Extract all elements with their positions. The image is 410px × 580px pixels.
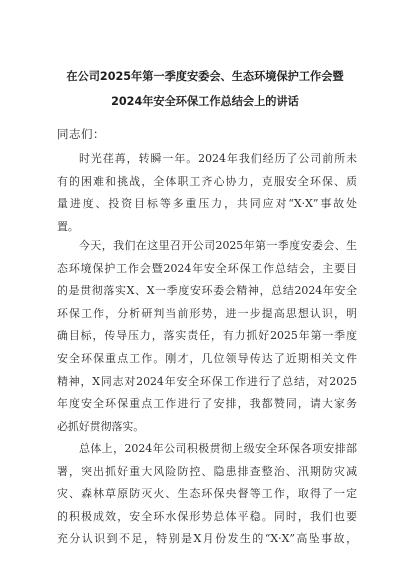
- paragraph-line: 年度安全环保重点工作进行了安排，我都赞同，请大家务: [57, 397, 357, 411]
- paragraph-1: [57, 148, 357, 238]
- paragraph-line: 确目标，传导压力，落实责任，有力抓好2025年第一季度: [57, 329, 357, 343]
- paragraph-line: 精神，X同志对2024年安全环保工作进行了总结，对2025: [57, 374, 357, 388]
- paragraph-line: 总体上，2024年公司积极贯彻上级安全环保各项安排部: [79, 442, 357, 455]
- paragraph-line: 今天，我们在这里召开公司2025年第一季度安委会、生: [79, 239, 357, 252]
- document-title-line-1: 在公司2025年第一季度安委会、生态环境保护工作会暨: [66, 70, 344, 83]
- paragraph-line: 态环境保护工作会暨2024年安全环保工作总结会，主要目: [57, 261, 357, 275]
- paragraph-line: 灾、森林草原防灭火、生态环保央督等工作，取得了一定: [57, 487, 357, 501]
- paragraph-line: 署，突出抓好重大风险防控、隐患排查整治、汛期防灾减: [57, 464, 357, 478]
- document-title-line-2: 2024年安全环保工作总结会上的讲话: [111, 95, 299, 108]
- paragraph-3: [57, 438, 357, 551]
- paragraph-line: 的积极成效，安全环水保形势总体平稳。同时，我们也要: [57, 509, 357, 523]
- paragraph-line: 量进度、投资目标等多重压力，共同应对“X·X”事故处: [57, 197, 357, 211]
- paragraph-line: 安全环保重点工作。刚才，几位领导传达了近期相关文件: [57, 351, 357, 365]
- paragraph-line: 时光荏苒，转瞬一年。2024年我们经历了公司前所未: [79, 152, 357, 165]
- paragraph-line: 有的困难和挑战，全体职工齐心协力，克服安全环保、质: [57, 174, 357, 188]
- paragraph-line: 的是贯彻落实X、X一季度安环委会精神，总结2024年安全: [57, 284, 357, 298]
- paragraph-line: 充分认识到不足，特别是X月份发生的“X·X”高坠事故，: [57, 532, 357, 546]
- paragraph-2: [57, 235, 357, 438]
- salutation: 同志们：: [57, 127, 105, 141]
- paragraph-line: 置。: [57, 219, 79, 233]
- paragraph-line: 必抓好贯彻落实。: [57, 419, 145, 433]
- paragraph-line: 环保工作，分析研判当前形势，进一步提高思想认识，明: [57, 306, 357, 320]
